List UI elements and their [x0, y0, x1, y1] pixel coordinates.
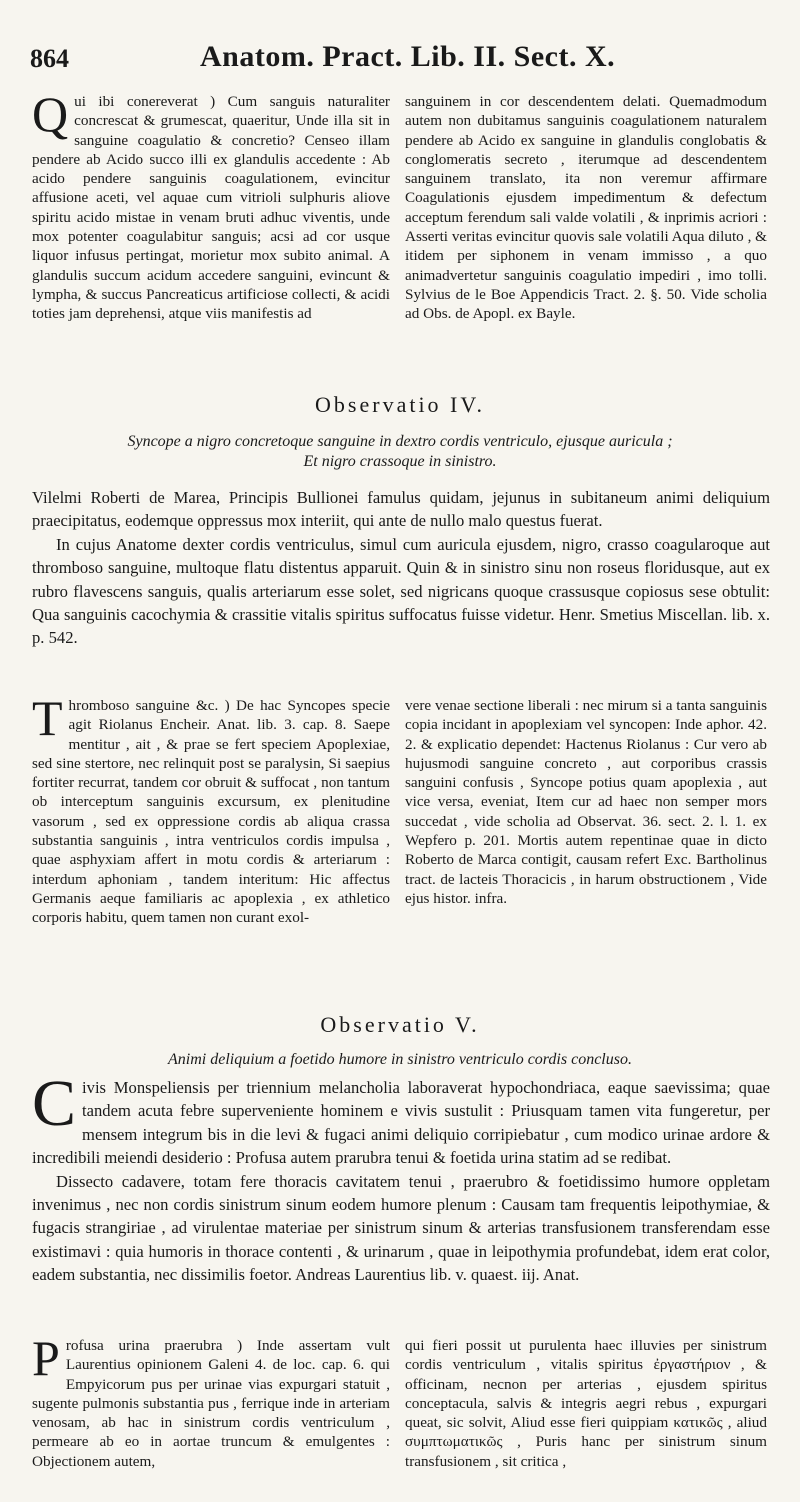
observation-heading: Observatio V. [320, 1012, 480, 1037]
observation-subtitle [50, 432, 750, 472]
bottom-right-column [405, 1336, 767, 1471]
bottom-left-column [32, 1330, 390, 1471]
subtitle-line: Et nigro crassoque in sinistro. [303, 453, 497, 470]
bottom-right-paragraph: qui fieri possit ut purulenta haec illuvies per sinistrum cordis ventriculum , vitalis spiritus ἐργαστήριον , & officinam, necnon per arterias , ejusdem spiritus conceptacula, salvis & integris aegri rebus , expurgari queat, sic solvit, Aliud esse fieri quippiam κατικῶς , aliud συμπτωματικῶς , Puris hanc per sinistrum sinum transfusionem , sit critica , [405, 1337, 767, 1470]
observation-text [32, 1067, 770, 1287]
paragraph: In cujus Anatome dexter cordis ventriculus, simul cum auricula ejusdem, nigro, crasso coagularoque aut thromboso sanguine, multoque flatu distentus apparuit. Quin & in sinistro sinu non roseus floridusque, aut ex rubro flavescens sanguis, qualis arteriarum esse solet, sed nigricans quoque crassusque copiosus sese obtulit: Qua sanguinis cacochymia & crassitie vitalis spiritus suffocatus fuisse videtur. Henr. Smetius Miscellan. lib. x. p. 542. [32, 534, 770, 648]
observation-heading: Observatio IV. [315, 392, 485, 417]
subtitle-line: Syncope a nigro concretoque sanguine in dextro cordis ventriculo, ejusque auricula ; [127, 433, 673, 450]
paragraph-text: rofusa urina praerubra ) Inde assertam vult Laurentius opinionem Galeni 4. de loc. cap. 6. qui Empyicorum pus per urinae vias expurgari statuit , sugente pulmonis substantia pus , ferrique inde in arteriam venosam, ab hac in sinistrum cordis ventriculum , permeare ab eo in aortae truncum & emulgentes : Objectionem autem, [32, 1337, 390, 1470]
dropcap: P [32, 1330, 60, 1386]
dropcap: Q [32, 86, 69, 142]
paragraph: Vilelmi Roberti de Marea, Principis Bullionei famulus quidam, jejunus in subitaneum animi deliquium praecipitatus, eodemque oppressus mox interiit, qui ante de nullo malo questus fuerat. [32, 488, 770, 531]
paragraph-text: ui ibi conereverat ) Cum sanguis naturaliter concrescat & grumescat, quaeritur, Unde illa sit in sanguine coagulatio & concretio? Censeo illam pendere ab Acido succo illi ex glandulis accedente : Ab acido pendere sanguinis coagulationem, evincitur affusione aceti, vel aquae cum vitrioli sulphuris aliove spiritu acido mistae in venam bruti adhuc viventis, unde mox potenter coagulabitur sanguis; acsi ad cor usque liquor infusus pertingat, morietur mox subito animal. A glandulis succum acidum accedere sanguini, evincunt & lympha, & succus Pancreaticus artificiose collecti, & acidi toties jam deprehensi, atque viis manifestis ad [32, 93, 390, 323]
mid-left-column [32, 690, 390, 928]
mid-right-paragraph: vere venae sectione liberali : nec mirum si a tanta sanguinis copia incidant in apoplexiam vel syncopen: Inde aphor. 42. 2. & explicatio dependet: Hactenus Riolanus : Cur vero ab hujusmodi sanguine concreto , aut corporibus crassis sanguini confusis , Syncope potius quam apoplexia , aut vice versa, eveniat, Item cur ad haec non semper mors succedat , vide scholia ad Observat. 36. sect. 2. l. 1. ex Wepfero p. 201. Mortis autem repentinae quae in dicto Roberto de Marca contigit, causam refert Exc. Bartholinus tract. de lacteis Thoracicis , in harum obstructionem , Vide ejus histor. infra. [405, 697, 767, 907]
mid-right-column [405, 696, 767, 908]
paragraph: Dissecto cadavere, totam fere thoracis cavitatem tenui , praerubro & foetidissimo humore oppletam invenimus , nec non cordis sinistrum sinum eodem humore plenum : Causam tam frequentis leipothymiae, & fugacis strangiriae , ad virulentae materiae per sinistrum sinum & arterias transfusionem transferendam esse existimavi : quia humoris in thorace contenti , & urinarum , quae in leipothymia profundebat, idem erat color, eadem substantia, nec dissimilis foetor. Andreas Laurentius lib. v. quaest. iij. Anat. [32, 1171, 770, 1285]
observation-text [32, 486, 770, 650]
dropcap: T [32, 690, 63, 746]
observation-subtitle: Animi deliquium a foetido humore in sinistro ventriculo cordis concluso. [168, 1051, 632, 1068]
top-right-column [405, 92, 767, 324]
running-head: Anatom. Pract. Lib. II. Sect. X. [200, 40, 616, 73]
page-header [30, 40, 770, 80]
mid-left-paragraph [32, 690, 390, 928]
top-left-paragraph [32, 86, 390, 324]
top-right-paragraph: sanguinem in cor descendentem delati. Quemadmodum autem non dubitamus sanguinis coagulationem naturalem pendere ab Acido ex sanguine in glandulis conglobatis & conglomeratis secreto , iterumque ad descendentem sanguinem translato, ita non veremur affirmare Coagulationis ejusdem impedimentum & defectum acceptum ferendum sali valde volatili , & inprimis acriori : Asserti veritas evincitur quovis sale volatili Aqua diluto , & itidem per siphonem in venam immisso , a quo animadvertetur sanguinis coagulatio impediri , imo tolli. Sylvius de le Boe Appendicis Tract. 2. §. 50. Vide scholia ad Obs. de Apopl. ex Bayle. [405, 93, 767, 323]
paragraph-text: hromboso sanguine &c. ) De hac Syncopes specie agit Riolanus Encheir. Anat. lib. 3. cap. 8. Saepe mentitur , ait , & prae se fert speciem Apoplexiae, sed sine stertore, nec relinquit post se paralysin, Si saepius fortiter recurrat, tandem cor obruit & suffocat , non tantum ob interceptum sanguinis excursum, ex plenitudine vasorum , sed ex oppressione cordis ab aliqua crassa substantia sanguinis , intra ventriculos cordis impulsa , quae asphyxiam affert in motu cordis & arteriarum : interdum aphoniam , tandem interitum: Hic affectus Germanis aeque familiaris ac apoplexia , ex athletico corporis habitu, quem tamen non curant exol- [32, 697, 390, 927]
bottom-left-paragraph [32, 1330, 390, 1471]
page-number: 864 [30, 44, 69, 73]
dropcap: C [32, 1067, 77, 1140]
paragraph-text: ivis Monspeliensis per triennium melancholia laboraverat hypochondriaca, eaque saevissima; quae tandem acuta febre superveniente hominem e vivis sustulit : Priusquam tamen vita fungeretur, per mensem integrum bis in die levi & fugaci animi deliquio corripiebatur , cum modico urinae ardore & incredibili meiendi desiderio : Profusa autem prarubra tenui & foetida urina statim ad se redibat. [32, 1078, 770, 1168]
paragraph [32, 1067, 770, 1170]
top-left-column [32, 86, 390, 324]
